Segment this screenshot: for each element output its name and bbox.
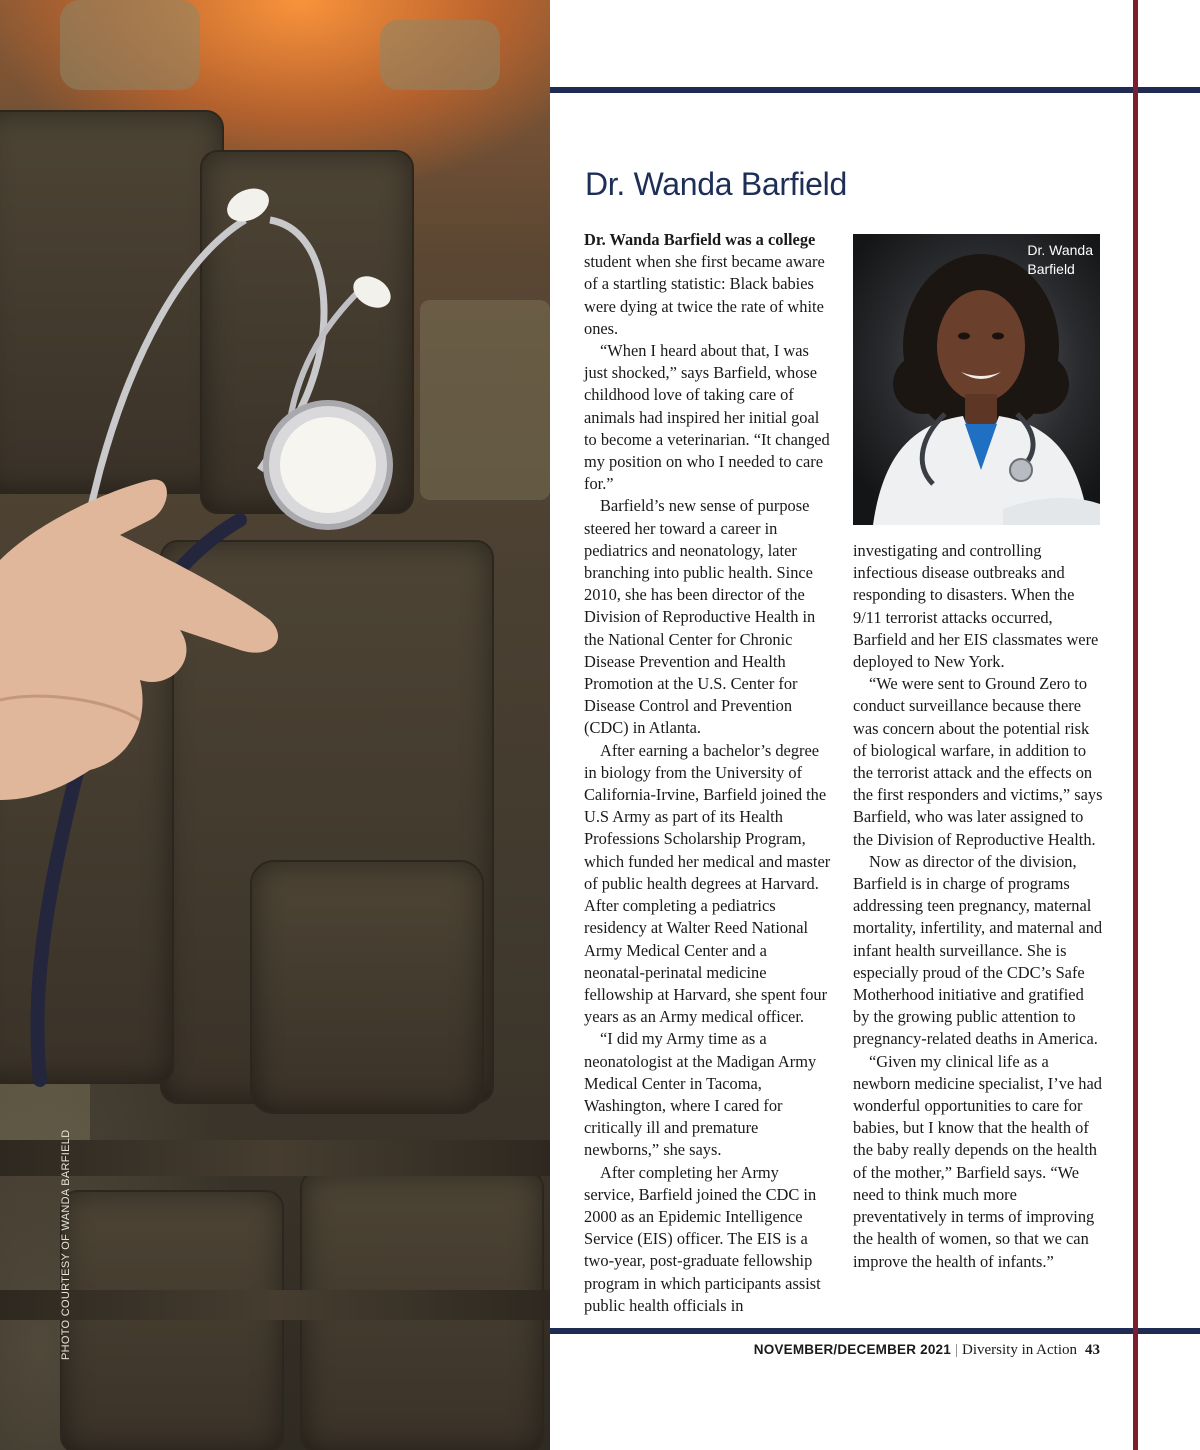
paragraph: After earning a bachelor’s degree in biology from the University of California-Irvine, Barfield joined the U.S Army as part of its Health Professions Scholarship Program, which funded her medical and master of public health degrees at Harvard. After completing a pediatrics residency at Walter Reed National Army Medical Center and a neonatal-perinatal medicine fellowship at Harvard, she spent four years as an Army medical officer. [584,740,831,1027]
page-footer [754,1342,1100,1359]
feature-photo-stethoscope-vest [0,0,550,1450]
portrait-photo [853,234,1100,525]
footer-separator: | [954,1342,958,1358]
article-column-2 [853,540,1103,1273]
article-column-1 [584,229,832,1317]
paragraph: Now as director of the division, Barfield is in charge of programs addressing teen pregnancy, maternal mortality, infertility, and maternal and infant health surveillance. She is especially proud of the CDC’s Safe Motherhood initiative and gratified by the growing public attention to pregnancy-related deaths in America. [853,851,1103,1049]
paragraph: “We were sent to Ground Zero to conduct surveillance because there was concern about the potential risk of biological warfare, in addition to the terrorist attack and the effects on the first responders and victims,” says Barfield, who was later assigned to the Division of Reproductive Health. [853,674,1103,849]
lead-in: Dr. Wanda Barfield was a college [584,230,816,249]
article-title: Dr. Wanda Barfield [585,166,847,202]
bottom-rule [550,1328,1200,1334]
issue-date: NOVEMBER/DECEMBER 2021 [753,1342,951,1357]
portrait-caption-line: Barfield [1027,261,1075,277]
vertical-accent-rule [1133,0,1138,1450]
portrait-caption-line: Dr. Wanda [1027,242,1093,258]
magazine-name: Diversity in Action [962,1342,1077,1358]
paragraph: After completing her Army service, Barfield joined the CDC in 2000 as an Epidemic Intelligence Service (EIS) officer. The EIS is a two-year, post-graduate fellowship program in which participants assist public health officials in [584,1162,821,1315]
page-number: 43 [1085,1342,1100,1358]
paragraph: Barfield’s new sense of purpose steered her toward a career in pediatrics and neonatology, later branching into public health. Since 2010, she has been director of the Division of Reproductive Health in the National Center for Chronic Disease Prevention and Health Promotion at the U.S. Center for Disease Control and Prevention (CDC) in Atlanta. [584,496,816,738]
photo-credit: PHOTO COURTESY OF WANDA BARFIELD [60,1129,72,1360]
portrait-caption [1027,241,1093,279]
paragraph: investigating and controlling infectious disease outbreaks and responding to disasters. When the 9/11 terrorist attacks occurred, Barfield and her EIS classmates were deployed to New York. [853,541,1099,672]
top-rule [550,87,1200,93]
stethoscope-illustration [0,0,550,1450]
paragraph: “When I heard about that, I was just shocked,” says Barfield, whose childhood love of taking care of animals had inspired her initial goal to become a veterinarian. “It changed my position on who I needed to care for.” [584,341,830,494]
paragraph: “I did my Army time as a neonatologist at the Madigan Army Medical Center in Tacoma, Washington, where I cared for critically ill and premature newborns,” she says. [584,1029,817,1160]
paragraph: “Given my clinical life as a newborn medicine specialist, I’ve had wonderful opportunities to care for babies, but I know that the health of the baby really depends on the health of the mother,” Barfield says. “We need to think much more preventatively in terms of improving the health of women, so that we can improve the health of infants.” [853,1051,1102,1271]
paragraph: Dr. Wanda Barfield was a college student when she first became aware of a startling statistic: Black babies were dying at twice the rate of white ones. [584,230,825,338]
